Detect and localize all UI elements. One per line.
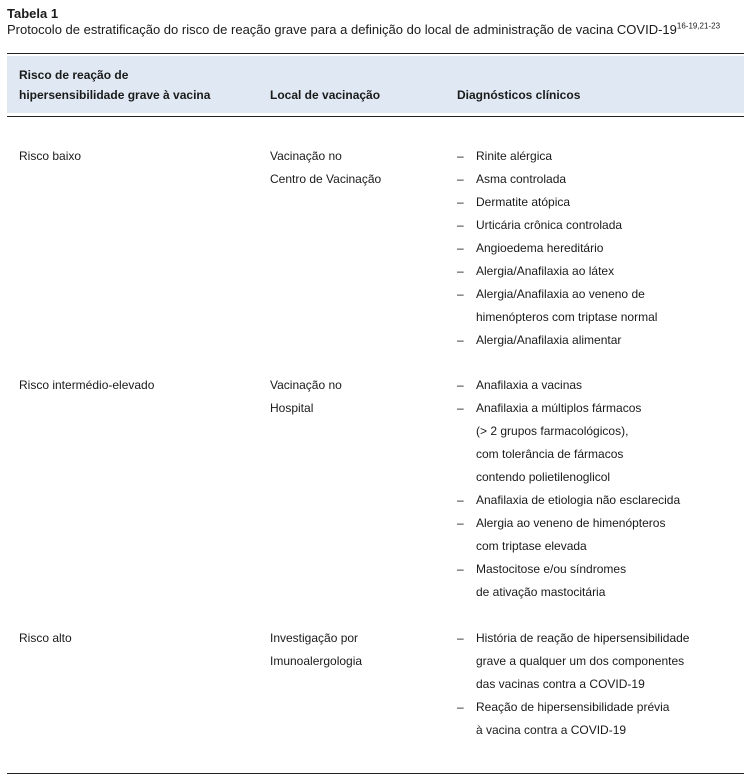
diagnosis-text: (> 2 grupos farmacológicos), [476, 424, 629, 438]
diagnosis-text: Anafilaxia a múltiplos fármacos [476, 401, 642, 415]
diagnosis-item [457, 191, 657, 214]
dash-bullet: – [457, 287, 464, 301]
caption-text: Protocolo de estratificação do risco de reação grave para a definição do local de administração de vacina COVID-19 [7, 22, 677, 37]
dash-bullet: – [457, 378, 464, 392]
diagnosis-item [457, 260, 657, 283]
diagnosis-text: das vacinas contra a COVID-19 [476, 677, 645, 691]
dash-bullet: – [457, 264, 464, 278]
diagnosis-text: Angioedema hereditário [476, 241, 604, 255]
diagnosis-item [457, 397, 680, 489]
dash-bullet: – [457, 401, 464, 415]
dash-bullet: – [457, 631, 464, 645]
dash-bullet: – [457, 241, 464, 255]
diagnosis-text: Urticária crônica controlada [476, 218, 623, 232]
diagnosis-item [457, 237, 657, 260]
diagnosis-text: Rinite alérgica [476, 149, 553, 163]
diagnosis-text: História de reação de hipersensibilidade [476, 631, 690, 645]
dash-bullet: – [457, 172, 464, 186]
diagnosis-text: Mastocitose e/ou síndromes [476, 562, 627, 576]
diagnosis-item [457, 696, 689, 742]
diagnosis-item [457, 374, 680, 397]
diagnosis-text: Alergia ao veneno de himenópteros [476, 516, 666, 530]
dash-bullet: – [457, 149, 464, 163]
header-risk [19, 65, 210, 105]
table-label: Tabela 1 [7, 6, 59, 21]
header-location: Local de vacinação [270, 88, 381, 102]
row-risk-high: Risco alto [19, 631, 72, 645]
diagnosis-text: Asma controlada [476, 172, 567, 186]
diagnosis-item [457, 627, 689, 696]
diagnosis-item [457, 512, 680, 558]
diagnoses-list-intermediate [457, 374, 680, 604]
row-location-high [270, 627, 362, 673]
diagnosis-text: à vacina contra a COVID-19 [476, 723, 627, 737]
diagnosis-item [457, 168, 657, 191]
diagnoses-list-low [457, 145, 657, 352]
header-risk-line1: Risco de reação de [19, 68, 129, 82]
location-line: Imunoalergologia [270, 654, 363, 668]
header-bottom-rule [7, 116, 744, 117]
diagnosis-item [457, 489, 680, 512]
dash-bullet: – [457, 516, 464, 530]
diagnosis-item [457, 558, 680, 604]
diagnosis-text: com triptase elevada [476, 539, 587, 553]
header-diagnoses: Diagnósticos clínicos [457, 88, 581, 102]
location-line: Centro de Vacinação [270, 172, 382, 186]
diagnosis-text: grave a qualquer um dos componentes [476, 654, 685, 668]
location-line: Hospital [270, 401, 314, 415]
diagnosis-text: contendo polietilenoglicol [476, 470, 611, 484]
diagnosis-text: Anafilaxia a vacinas [476, 378, 583, 392]
top-rule [7, 53, 744, 54]
diagnosis-item [457, 145, 657, 168]
location-line: Vacinação no [270, 149, 342, 163]
diagnosis-item [457, 329, 657, 352]
row-risk-intermediate: Risco intermédio-elevado [19, 378, 155, 392]
dash-bullet: – [457, 333, 464, 347]
caption-references: 16-19,21-23 [676, 21, 721, 31]
diagnoses-list-high [457, 627, 689, 742]
diagnosis-text: Alergia/Anafilaxia alimentar [476, 333, 622, 347]
header-risk-line2: hipersensibilidade grave à vacina [19, 88, 211, 102]
diagnosis-text: Alergia/Anafilaxia ao látex [476, 264, 615, 278]
dash-bullet: – [457, 700, 464, 714]
diagnosis-text: Dermatite atópica [476, 195, 571, 209]
diagnosis-text: Anafilaxia de etiologia não esclarecida [476, 493, 681, 507]
diagnosis-text: de ativação mastocitária [476, 585, 606, 599]
location-line: Vacinação no [270, 378, 342, 392]
bottom-rule [7, 773, 744, 774]
row-location-intermediate [270, 374, 342, 420]
diagnosis-text: Reação de hipersensibilidade prévia [476, 700, 670, 714]
diagnosis-text: Alergia/Anafilaxia ao veneno de [476, 287, 645, 301]
dash-bullet: – [457, 562, 464, 576]
diagnosis-text: himenópteros com triptase normal [476, 310, 658, 324]
dash-bullet: – [457, 493, 464, 507]
dash-bullet: – [457, 218, 464, 232]
diagnosis-item [457, 283, 657, 329]
diagnosis-item [457, 214, 657, 237]
location-line: Investigação por [270, 631, 359, 645]
table-caption [7, 22, 747, 37]
row-location-low [270, 145, 381, 191]
dash-bullet: – [457, 195, 464, 209]
row-risk-low: Risco baixo [19, 149, 82, 163]
diagnosis-text: com tolerância de fármacos [476, 447, 624, 461]
